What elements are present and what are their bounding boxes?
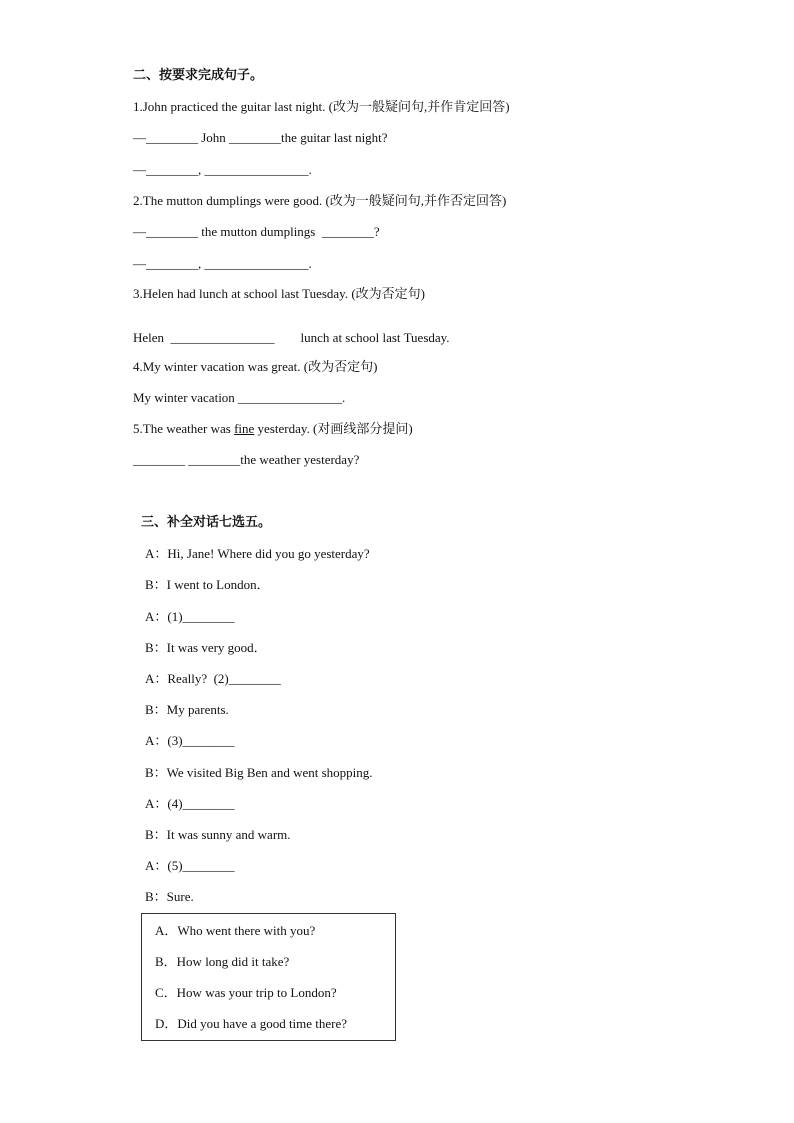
question-1-answer-line-2: —________, ________________.: [133, 162, 312, 177]
dialogue-line: B：It was very good．: [145, 640, 267, 655]
dialogue-line: A：(4)________: [145, 796, 235, 811]
question-5-prompt-end: yesterday. (对画线部分提问): [254, 421, 413, 436]
question-4-prompt: 4.My winter vacation was great. (改为否定句): [133, 359, 378, 374]
dialogue-line: B：We visited Big Ben and went shopping.: [145, 765, 373, 780]
option-c: C．How was your trip to London?: [155, 985, 337, 1000]
question-2-answer-line-2: —________, ________________.: [133, 256, 312, 271]
section-2-title: 二、按要求完成句子。: [133, 68, 264, 83]
question-1-answer-line-1: —________ John ________the guitar last night?: [133, 130, 388, 145]
question-4-answer-line: My winter vacation ________________.: [133, 390, 346, 405]
dialogue-line: A：Hi, Jane! Where did you go yesterday?: [145, 546, 370, 561]
question-5-prompt-start: 5.The weather was: [133, 421, 235, 436]
dialogue-line: A：(1)________: [145, 609, 235, 624]
section-3-title: 三、补全对话七选五。: [141, 515, 272, 530]
dialogue-line: A：Really? (2)________: [145, 671, 281, 686]
question-5-answer-line: ________ ________the weather yesterday?: [133, 452, 360, 467]
dialogue-line: A：(3)________: [145, 733, 235, 748]
question-3-prompt: 3.Helen had lunch at school last Tuesday. (改为否定句): [133, 286, 425, 301]
dialogue-line: A：(5)________: [145, 858, 235, 873]
question-5-underlined-word: fine: [234, 421, 255, 436]
question-5-prompt: [133, 421, 413, 437]
option-d: D．Did you have a good time there?: [155, 1016, 348, 1031]
option-a: A．Who went there with you?: [155, 923, 316, 938]
dialogue-line: B：My parents.: [145, 702, 229, 717]
question-2-prompt: 2.The mutton dumplings were good. (改为一般疑问句,并作否定回答): [133, 193, 507, 208]
question-1-prompt: 1.John practiced the guitar last night. (改为一般疑问句,并作肯定回答): [133, 99, 510, 114]
option-b: B．How long did it take?: [155, 954, 290, 969]
question-3-answer-line: Helen ________________ lunch at school last Tuesday.: [133, 330, 450, 345]
dialogue-line: B：It was sunny and warm.: [145, 827, 291, 842]
dialogue-line: B：Sure.: [145, 889, 194, 904]
dialogue-line: B：I went to London．: [145, 577, 270, 592]
question-2-answer-line-1: —________ the mutton dumplings ________?: [133, 224, 380, 239]
